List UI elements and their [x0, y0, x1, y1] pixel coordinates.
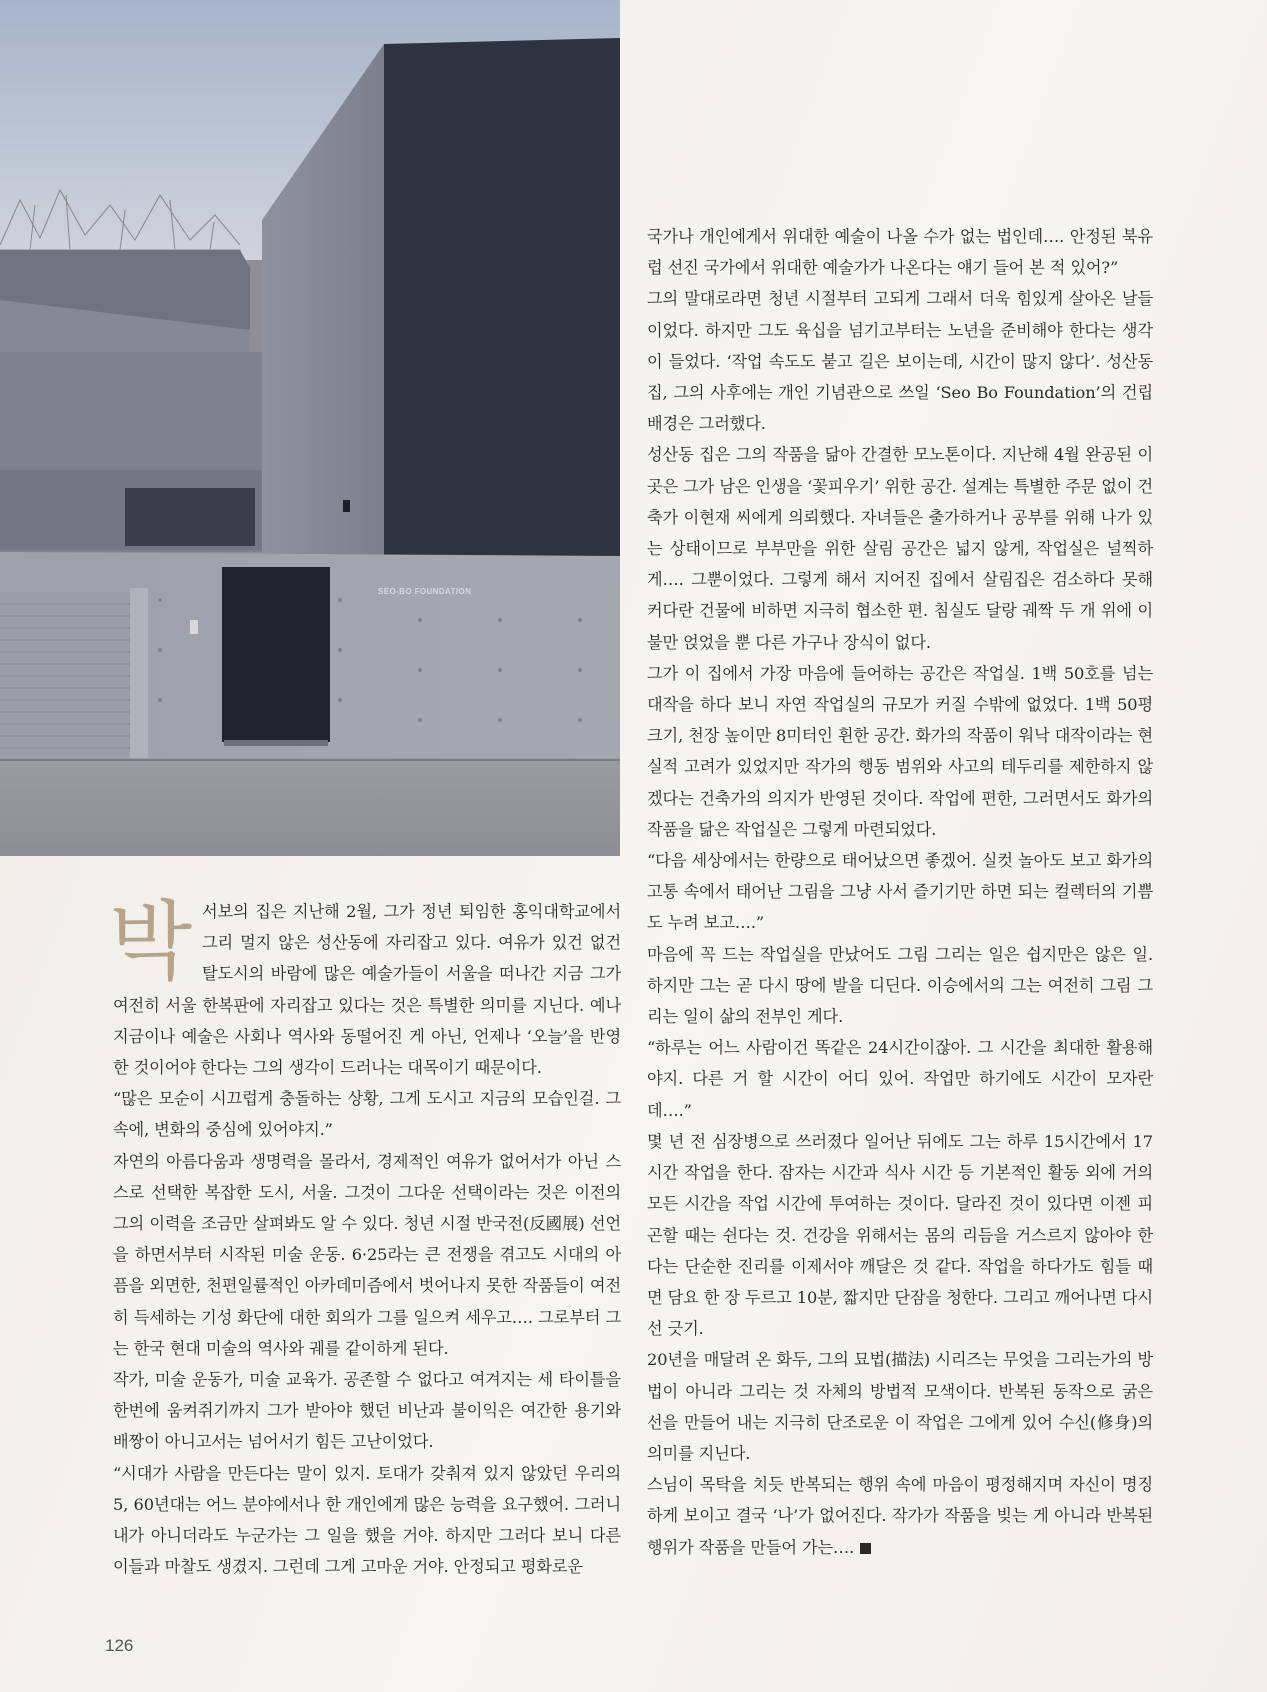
paragraph: 몇 년 전 심장병으로 쓰러졌다 일어난 뒤에도 그는 하루 15시간에서 17시간 작업을 한다. 잠자는 시간과 식사 시간 등 기본적인 활동 외에 거의 모든 시간을 작업 시간에 투여하는 것이다. 달라진 것이 있다면 이젠 피곤할 때는 쉰다는 것. 건강을 위해서는 몸의 리듬을 거스르지 않아야 한다는 단순한 진리를 이제서야 깨달은 것 같다. 작업을 하다가도 힘들 때면 담요 한 장 두르고 10분, 짧지만 단잠을 청한다. 그리고 깨어나면 다시 선 긋기.	[647, 1131, 1153, 1339]
paragraph: “하루는 어느 사람이건 똑같은 24시간이잖아. 그 시간을 최대한 활용해야지. 다른 거 할 시간이 어디 있어. 작업만 하기에도 시간이 모자란데….”	[647, 1038, 1153, 1120]
paragraph: 그의 말대로라면 청년 시절부터 고되게 그래서 더욱 힘있게 살아온 날들이었다. 하지만 그도 육십을 넘기고부터는 노년을 준비해야 한다는 생각이 들었다. ‘작업 속도도 붙고 길은 보이는데, 시간이 많지 않다’. 성산동 집, 그의 사후에는 개인 기념관으로 쓰일 ‘Seo Bo Foundation’의 건립 배경은 그러했다.	[647, 289, 1153, 434]
paragraph: 자연의 아름다움과 생명력을 몰라서, 경제적인 여유가 없어서가 아닌 스스로 선택한 복잡한 도시, 서울. 그것이 그다운 선택이라는 것은 이전의 그의 이력을 조금만 살펴봐도 알 수 있다. 청년 시절 반국전(反國展) 선언을 하면서부터 시작된 미술 운동. 6·25라는 큰 전쟁을 겪고도 시대의 아픔을 외면한, 천편일률적인 아카데미즘에서 벗어나지 못한 작품들이 여전히 득세하는 기성 화단에 대한 회의가 그를 일으켜 세우고…. 그로부터 그는 한국 현대 미술의 역사와 궤를 같이하게 된다.	[113, 1151, 621, 1358]
paragraph: 마음에 꼭 드는 작업실을 만났어도 그림 그리는 일은 쉽지만은 않은 일. 하지만 그는 곧 다시 땅에 발을 디딘다. 이승에서의 그는 여전히 그림 그리는 일이 삶의 전부인 게다.	[647, 944, 1153, 1027]
foundation-sign: SEO-BO FOUNDATION	[378, 587, 472, 596]
paragraph: “많은 모순이 시끄럽게 충돌하는 상황, 그게 도시고 지금의 모습인걸. 그 속에, 변화의 중심에 있어야지.”	[113, 1089, 621, 1140]
opening-paragraph-text: 서보의 집은 지난해 2월, 그가 정년 퇴임한 홍익대학교에서 그리 멀지 않은 성산동에 자리잡고 있다. 여유가 있건 없건 탈도시의 바람에 많은 예술가들이 서울을 떠나간 지금 그가 여전히 서울 한복판에 자리잡고 있다는 것은 특별한 의미를 지닌다. 예나 지금이나 예술은 사회나 역사와 동떨어진 게 아닌, 언제나 ‘오늘’을 반영한 것이어야 한다는 그의 생각이 드러나는 대목이기 때문이다.	[113, 902, 621, 1078]
paragraph: 국가나 개인에게서 위대한 예술이 나올 수가 없는 법인데…. 안정된 북유럽 선진 국가에서 위대한 예술가가 나온다는 얘기 들어 본 적 있어?”	[647, 227, 1153, 278]
building-photo-illustration	[0, 0, 620, 856]
paragraph: 성산동 집은 그의 작품을 닮아 간결한 모노톤이다. 지난해 4월 완공된 이곳은 그가 남은 인생을 ‘꽃피우기’ 위한 공간. 설계는 특별한 주문 없이 건축가 이현재 씨에게 의뢰했다. 자녀들은 출가하거나 공부를 위해 나가 있는 상태이므로 부부만을 위한 살림 공간은 넓지 않게, 작업실은 널찍하게…. 그뿐이었다. 그렇게 해서 지어진 집에서 살림집은 검소하다 못해 커다란 건물에 비하면 지극히 협소한 편. 침실도 달랑 궤짝 두 개 위에 이불만 얹었을 뿐 다른 가구나 장식이 없다.	[647, 445, 1153, 652]
paragraph: 그가 이 집에서 가장 마음에 들어하는 공간은 작업실. 1백 50호를 넘는 대작을 하다 보니 자연 작업실의 규모가 커질 수밖에 없었다. 1백 50평 크기, 천장 높이만 8미터인 휜한 공간. 화가의 작품이 워낙 대작이라는 현실적 고려가 있었지만 작가의 행동 범위와 사고의 테두리를 제한하지 않겠다는 건축가의 의지가 반영된 것이다. 작업에 편한, 그러면서도 화가의 작품을 닮은 작업실은 그렇게 마련되었다.	[647, 663, 1153, 839]
end-mark-icon	[860, 1543, 871, 1554]
left-text-column	[109, 892, 621, 1582]
building-photo	[0, 0, 620, 856]
paragraph-final-text: 스님이 목탁을 치듯 반복되는 행위 속에 마음이 평정해지며 자신이 명징하게 보이고 결국 ‘나’가 없어진다. 작가가 작품을 빚는 게 아니라 반복된 행위가 작품을 만들어 가는….	[647, 1475, 1153, 1557]
paragraph-final	[647, 1469, 1153, 1563]
paragraph: 작가, 미술 운동가, 미술 교육가. 공존할 수 없다고 여겨지는 세 타이틀을 한번에 움켜쥐기까지 그가 받아야 했던 비난과 불이익은 여간한 용기와 배짱이 아니고서는 넘어서기 힘든 고난이었다.	[113, 1370, 621, 1452]
right-text-column	[647, 221, 1153, 1563]
paragraph: “다음 세상에서는 한량으로 태어났으면 좋겠어. 실컷 놀아도 보고 화가의 고통 속에서 태어난 그림을 그냥 사서 즐기기만 하면 되는 컬렉터의 기쁨도 누려 보고….”	[647, 851, 1153, 933]
paragraph: 20년을 매달려 온 화두, 그의 묘법(描法) 시리즈는 무엇을 그리는가의 방법이 아니라 그리는 것 자체의 방법적 모색이다. 반복된 동작으로 굵은 선을 만들어 내는 지극히 단조로운 이 작업은 그에게 있어 수신(修身)의 의미를 지닌다.	[647, 1350, 1153, 1463]
page-number: 126	[105, 1636, 134, 1655]
drop-cap: 박	[109, 892, 192, 992]
paragraph: “시대가 사람을 만든다는 말이 있지. 토대가 갖춰져 있지 않았던 우리의 5, 60년대는 어느 분야에서나 한 개인에게 많은 능력을 요구했어. 그러니 내가 아니더라도 누군가는 그 일을 했을 거야. 하지만 그러다 보니 다른 이들과 마찰도 생겼지. 그런데 그게 고마운 거야. 안정되고 평화로운	[113, 1463, 621, 1577]
opening-paragraph	[109, 892, 621, 1083]
